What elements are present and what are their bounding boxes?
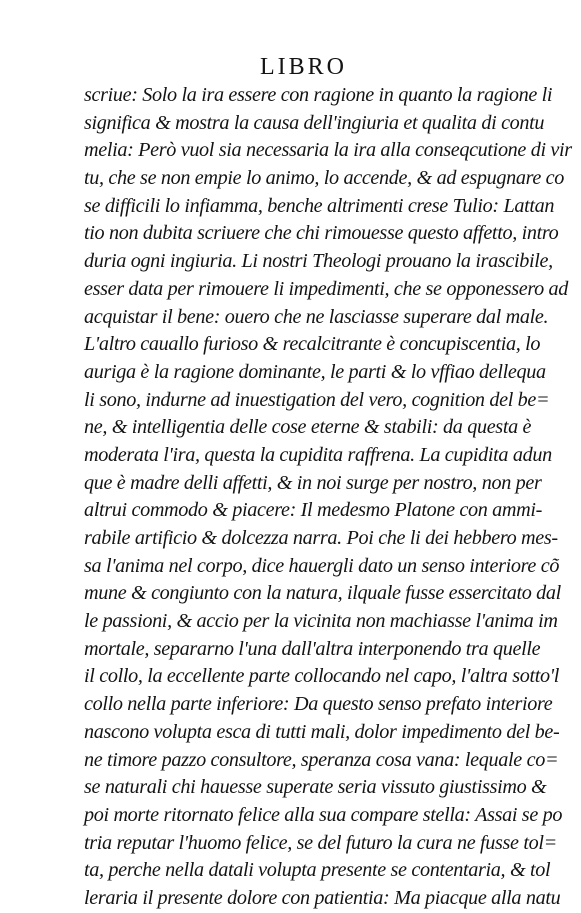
text-line: poi morte ritornato felice alla sua compare stella: Assai se po (84, 803, 563, 826)
text-line: melia: Però vuol sia necessaria la ira alla conseqcutione di vir (84, 139, 572, 162)
text-line: ne, & intelligentia delle cose eterne & stabili: da questa è (84, 416, 532, 439)
text-line: significa & mostra la causa dell'ingiuria et qualita di contu (84, 111, 545, 134)
text-line: tria reputar l'huomo felice, se del futuro la cura ne fusse tol= (84, 831, 557, 854)
text-line: mune & congiunto con la natura, ilquale fusse essercitato dal (84, 582, 561, 605)
text-line: ne timore pazzo consultore, speranza cosa vana: lequale co= (84, 748, 559, 771)
text-line: il collo, la eccellente parte collocando nel capo, l'altra sotto'l (84, 665, 559, 688)
text-line: leraria il presente dolore con patientia: Ma piacque alla natu (84, 886, 561, 909)
text-line: se naturali chi hauesse superate seria vissuto giustissimo & (84, 776, 547, 799)
text-line: rabile artificio & dolcezza narra. Poi che li dei hebbero mes- (84, 527, 558, 549)
text-line: moderata l'ira, questa la cupidita raffrena. La cupidita adun (84, 443, 552, 466)
text-line: que è madre delli affetti, & in noi surge per nostro, non per (84, 471, 542, 494)
text-line: acquistar il bene: ouero che ne lasciasse superare dal male. (84, 305, 549, 328)
text-line: altrui commodo & piacere: Il medesmo Platone con ammi- (84, 499, 543, 522)
text-line: le passioni, & accio per la vicinita non machiasse l'anima im (84, 610, 558, 633)
text-line: nascono volupta esca di tutti mali, dolor impedimento del be- (84, 720, 560, 743)
text-line: mortale, separarno l'una dall'altra interponendo tra quelle (84, 637, 541, 660)
text-line: sa l'anima nel corpo, dice hauergli dato un senso interiore cõ (84, 554, 560, 577)
text-line: scriue: Solo la ira essere con ragione in quanto la ragione li (84, 84, 553, 106)
text-line: se difficili lo infiamma, benche altrimenti crese Tulio: Lattan (84, 194, 555, 217)
text-line: ta, perche nella datali volupta presente se contentaria, & tol (84, 859, 551, 882)
running-head: LIBRO (260, 54, 347, 80)
text-line: L'altro cauallo furioso & recalcitrante è concupiscentia, lo (84, 333, 541, 356)
text-line: li sono, indurne ad inuestigation del vero, cognition del be= (84, 388, 550, 411)
text-line: collo nella parte inferiore: Da questo senso prefato interiore (84, 693, 553, 716)
text-line: tio non dubita scriuere che chi rimouesse questo affetto, intro (84, 222, 559, 245)
text-line: auriga è la ragione dominante, le parti & lo vffiao dellequa (84, 360, 546, 383)
page-body-text (84, 82, 572, 913)
text-line: tu, che se non empie lo animo, lo accende, & ad espugnare co (84, 167, 565, 190)
text-line: esser data per rimouere li impedimenti, che se opponessero ad (84, 277, 568, 300)
text-line: duria ogni ingiuria. Li nostri Theologi prouano la irascibile, (84, 250, 553, 273)
